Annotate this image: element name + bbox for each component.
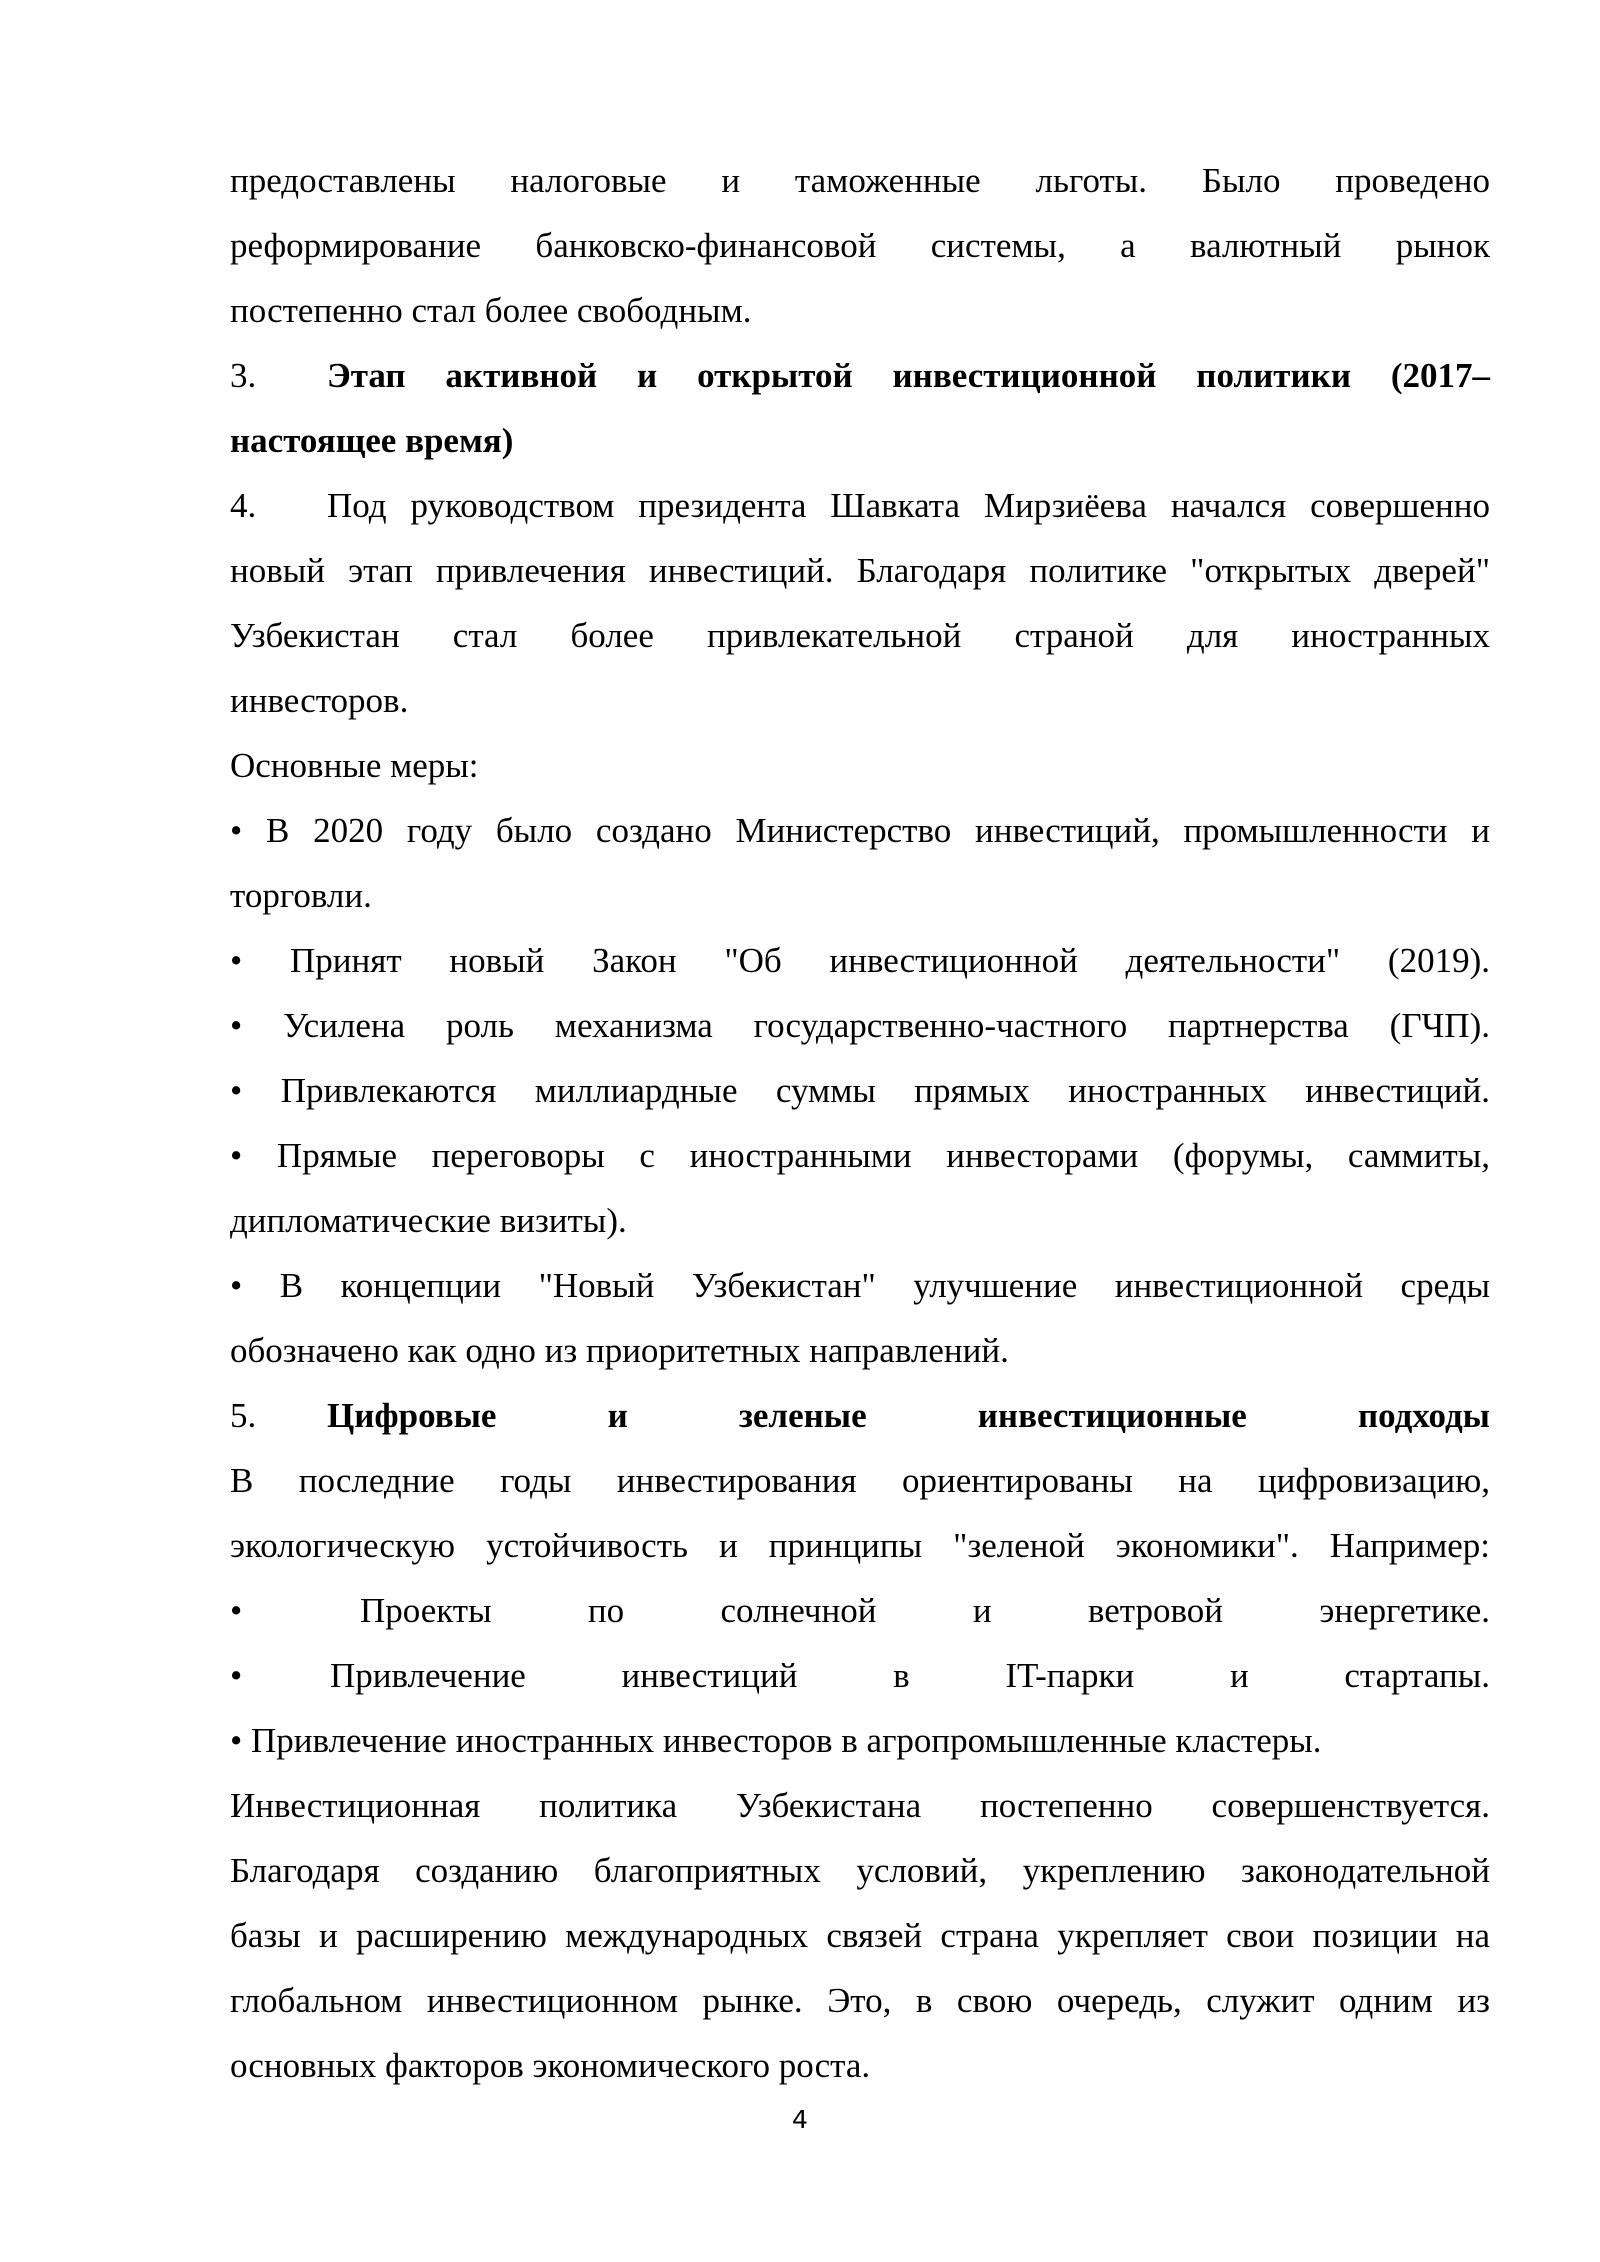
item-5-text-line-1: В последние годы инвестирования ориентированы на цифровизацию, <box>230 1461 1490 1500</box>
item-5-bullet-1 <box>230 1578 1490 1643</box>
conclusion-line-1: Инвестиционная политика Узбекистана постепенно совершенствуется. <box>230 1786 1490 1825</box>
intro-line-1: предоставлены налоговые и таможенные льготы. Было проведено <box>230 161 1490 200</box>
measure-5-line-1: • Прямые переговоры с иностранными инвесторами (форумы, саммиты, <box>230 1136 1490 1175</box>
item-4-line-4: инвесторов. <box>230 681 409 720</box>
conclusion-line-3: базы и расширению международных связей страна укрепляет свои позиции на <box>230 1916 1490 1955</box>
measures-heading: Основные меры: <box>230 746 479 785</box>
item-5-bullet-2 <box>230 1643 1490 1708</box>
item-3-heading-cont <box>230 408 1490 473</box>
item-4-text-1: Под руководством президента Шавката Мирзиёева начался совершенно <box>327 486 1490 525</box>
item-4-number: 4. <box>230 486 257 525</box>
item-5-title: Цифровые и зеленые инвестиционные подходы <box>327 1396 1490 1435</box>
item-5-heading <box>230 1383 1490 1448</box>
item-5-bullet-3: • Привлечение иностранных инвесторов в агропромышленные кластеры. <box>230 1721 1322 1760</box>
page-content <box>230 148 1490 2098</box>
page-number: 4 <box>792 2105 808 2134</box>
measure-6-line-1: • В концепции "Новый Узбекистан" улучшение инвестиционной среды <box>230 1266 1490 1305</box>
measure-4: • Привлекаются миллиардные суммы прямых иностранных инвестиций. <box>230 1071 1490 1110</box>
measure-1-line-2: торговли. <box>230 876 372 915</box>
intro-line-3: постепенно стал более свободным. <box>230 291 752 330</box>
conclusion-line-5: основных факторов экономического роста. <box>230 2046 871 2085</box>
measure-3: • Усилена роль механизма государственно-частного партнерства (ГЧП). <box>230 1006 1490 1045</box>
item-5-bullet-1-text: Проекты по солнечной и ветровой энергетике. <box>360 1591 1490 1630</box>
item-3-title-line-1: Этап активной и открытой инвестиционной политики (2017– <box>327 356 1490 395</box>
item-4-line-1 <box>230 473 1490 538</box>
item-3-heading <box>230 343 1490 408</box>
item-3-number: 3. <box>230 356 257 395</box>
conclusion-line-2: Благодаря созданию благоприятных условий, укреплению законодательной <box>230 1851 1490 1890</box>
item-5-text-line-2: экологическую устойчивость и принципы "зеленой экономики". Например: <box>230 1526 1490 1565</box>
intro-line-2: реформирование банковско-финансовой системы, а валютный рынок <box>230 226 1490 265</box>
measure-2: • Принят новый Закон "Об инвестиционной деятельности" (2019). <box>230 941 1490 980</box>
measure-5-line-2: дипломатические визиты). <box>230 1201 627 1240</box>
item-5-bullet-2-text: Привлечение инвестиций в IT-парки и стартапы. <box>330 1656 1490 1695</box>
bullet-mark: • <box>230 1591 243 1630</box>
conclusion-line-4: глобальном инвестиционном рынке. Это, в свою очередь, служит одним из <box>230 1981 1490 2020</box>
item-5-number: 5. <box>230 1396 257 1435</box>
measure-1-line-1: • В 2020 году было создано Министерство инвестиций, промышленности и <box>230 811 1490 850</box>
item-4-line-3: Узбекистан стал более привлекательной страной для иностранных <box>230 616 1490 655</box>
item-4-line-2: новый этап привлечения инвестиций. Благодаря политике "открытых дверей" <box>230 551 1490 590</box>
item-3-title-line-2: настоящее время) <box>230 421 514 460</box>
measure-6-line-2: обозначено как одно из приоритетных направлений. <box>230 1331 1009 1370</box>
bullet-mark: • <box>230 1656 243 1695</box>
